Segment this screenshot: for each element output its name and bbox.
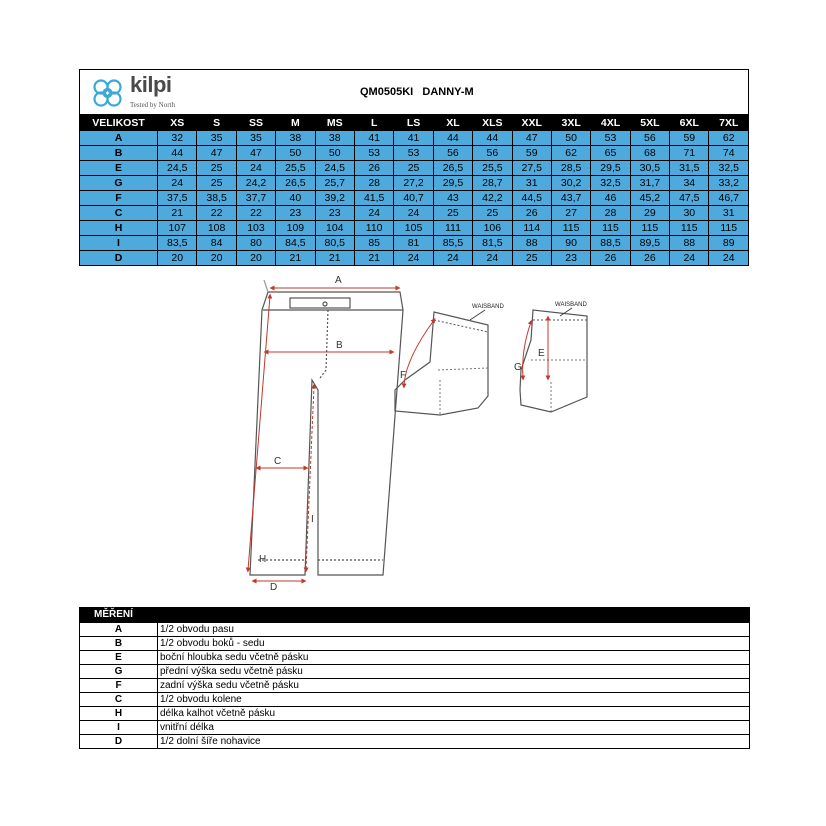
measurement-key: C [80,693,158,707]
size-value-cell: 20 [236,251,275,266]
size-value-cell: 28 [591,206,630,221]
size-value-cell: 40,7 [394,191,433,206]
label-e: E [538,348,545,359]
size-row [80,221,749,236]
size-value-cell: 74 [709,146,749,161]
size-row-key: I [80,236,158,251]
label-c: C [274,456,282,467]
size-value-cell: 24,5 [315,161,354,176]
size-value-cell: 41,5 [354,191,393,206]
measurement-header: MĚŘENÍ [80,608,158,623]
measurement-description: boční hloubka sedu včetně pásku [158,651,750,665]
size-value-cell: 43,7 [551,191,590,206]
size-value-cell: 24,2 [236,176,275,191]
size-value-cell: 81 [394,236,433,251]
size-value-cell: 20 [158,251,197,266]
size-value-cell: 38 [315,131,354,146]
size-value-cell: 42,2 [473,191,512,206]
size-value-cell: 50 [315,146,354,161]
measurement-description: přední výška sedu včetně pásku [158,665,750,679]
measurement-key: D [80,735,158,749]
size-row-key: H [80,221,158,236]
size-value-cell: 24 [236,161,275,176]
seat-detail-side [514,302,587,412]
size-value-cell: 33,2 [709,176,749,191]
size-value-cell: 65 [591,146,630,161]
size-value-cell: 108 [197,221,236,236]
size-value-cell: 44 [473,131,512,146]
size-value-cell: 103 [236,221,275,236]
size-value-cell: 25,5 [276,161,315,176]
size-value-cell: 41 [354,131,393,146]
size-value-cell: 29 [630,206,669,221]
size-row-key: G [80,176,158,191]
size-header-cell: XXL [512,116,551,131]
size-value-cell: 80,5 [315,236,354,251]
size-value-cell: 35 [197,131,236,146]
size-value-cell: 21 [276,251,315,266]
size-value-cell: 40 [276,191,315,206]
size-row [80,146,749,161]
measurement-row [80,707,750,721]
size-value-cell: 26 [354,161,393,176]
size-row [80,176,749,191]
measurement-row [80,721,750,735]
size-row [80,131,749,146]
measurement-row [80,679,750,693]
size-header-cell: XLS [473,116,512,131]
measurement-description: délka kalhot včetně pásku [158,707,750,721]
size-value-cell: 24 [670,251,709,266]
seat-detail-back [395,304,504,415]
size-value-cell: 88 [512,236,551,251]
waistband-label-1: WAISBAND [472,304,504,310]
size-value-cell: 25 [512,251,551,266]
size-value-cell: 115 [630,221,669,236]
size-row [80,161,749,176]
size-value-cell: 25 [394,161,433,176]
measurement-key: G [80,665,158,679]
size-value-cell: 85,5 [433,236,472,251]
size-value-cell: 53 [354,146,393,161]
size-row-key: F [80,191,158,206]
size-value-cell: 21 [315,251,354,266]
size-row [80,206,749,221]
measurement-row [80,693,750,707]
size-value-cell: 29,5 [433,176,472,191]
size-value-cell: 111 [433,221,472,236]
size-value-cell: 53 [591,131,630,146]
size-header-cell: 7XL [709,116,749,131]
size-value-cell: 114 [512,221,551,236]
size-value-cell: 25 [197,176,236,191]
size-row [80,251,749,266]
measurement-key: H [80,707,158,721]
size-value-cell: 26,5 [276,176,315,191]
size-value-cell: 85 [354,236,393,251]
label-d: D [270,582,278,593]
measurement-row [80,665,750,679]
label-a: A [335,275,342,286]
size-value-cell: 30,5 [630,161,669,176]
size-header-cell: MS [315,116,354,131]
size-value-cell: 50 [551,131,590,146]
size-table [79,115,749,266]
pants-measure-lines [248,288,398,581]
size-value-cell: 115 [591,221,630,236]
size-value-cell: 30 [670,206,709,221]
size-header-cell: L [354,116,393,131]
measurement-row [80,637,750,651]
size-value-cell: 27,2 [394,176,433,191]
size-row [80,191,749,206]
size-value-cell: 25 [433,206,472,221]
size-value-cell: 46 [591,191,630,206]
size-value-cell: 44 [433,131,472,146]
size-value-cell: 24 [433,251,472,266]
size-value-cell: 47 [197,146,236,161]
size-value-cell: 71 [670,146,709,161]
measurement-description: 1/2 obvodu boků - sedu [158,637,750,651]
size-value-cell: 104 [315,221,354,236]
size-value-cell: 23 [276,206,315,221]
kilpi-logo [88,74,218,112]
size-value-cell: 109 [276,221,315,236]
size-value-cell: 30,2 [551,176,590,191]
size-value-cell: 46,7 [709,191,749,206]
measurement-description: zadní výška sedu včetně pásku [158,679,750,693]
size-value-cell: 110 [354,221,393,236]
size-value-cell: 115 [670,221,709,236]
size-value-cell: 25 [473,206,512,221]
size-value-cell: 62 [709,131,749,146]
measurement-key: I [80,721,158,735]
size-value-cell: 26 [591,251,630,266]
size-value-cell: 90 [551,236,590,251]
size-value-cell: 24 [394,206,433,221]
size-value-cell: 83,5 [158,236,197,251]
size-value-cell: 21 [354,251,393,266]
size-table-body [80,131,749,266]
size-value-cell: 38 [276,131,315,146]
size-value-cell: 28,5 [551,161,590,176]
size-row-key: C [80,206,158,221]
measurement-header-blank [158,608,750,623]
knot-logo-icon [88,74,128,112]
size-value-cell: 39,2 [315,191,354,206]
measurement-key: B [80,637,158,651]
size-value-cell: 25 [197,161,236,176]
size-value-cell: 59 [512,146,551,161]
label-b: B [336,340,343,351]
size-value-cell: 24,5 [158,161,197,176]
pants-diagram-svg [0,270,826,595]
measurement-header-row [80,608,750,623]
size-value-cell: 84,5 [276,236,315,251]
size-value-cell: 44 [158,146,197,161]
size-value-cell: 89 [709,236,749,251]
size-value-cell: 31 [512,176,551,191]
size-row [80,236,749,251]
size-header-cell: 3XL [551,116,590,131]
size-header-row [80,116,749,131]
size-value-cell: 62 [551,146,590,161]
size-value-cell: 56 [473,146,512,161]
size-value-cell: 47 [236,146,275,161]
measurement-diagrams [0,270,826,595]
measurement-row [80,735,750,749]
measurement-row [80,651,750,665]
size-value-cell: 20 [197,251,236,266]
size-value-cell: 53 [394,146,433,161]
size-value-cell: 56 [630,131,669,146]
size-value-cell: 89,5 [630,236,669,251]
size-value-cell: 27,5 [512,161,551,176]
size-header-cell: 5XL [630,116,669,131]
size-header-cell: 6XL [670,116,709,131]
size-value-cell: 59 [670,131,709,146]
measurement-description: 1/2 dolní šíře nohavice [158,735,750,749]
size-value-cell: 21 [158,206,197,221]
size-value-cell: 56 [433,146,472,161]
size-row-key: A [80,131,158,146]
size-value-cell: 80 [236,236,275,251]
size-value-cell: 47,5 [670,191,709,206]
measurement-key: E [80,651,158,665]
size-value-cell: 88,5 [591,236,630,251]
size-value-cell: 25,5 [473,161,512,176]
size-header-cell: XS [158,116,197,131]
size-value-cell: 32,5 [591,176,630,191]
size-value-cell: 23 [315,206,354,221]
size-value-cell: 27 [551,206,590,221]
size-value-cell: 22 [197,206,236,221]
size-value-cell: 28,7 [473,176,512,191]
brand-tagline: Tested by North [130,101,176,109]
size-value-cell: 37,5 [158,191,197,206]
size-row-key: D [80,251,158,266]
size-value-cell: 22 [236,206,275,221]
size-header-cell: XL [433,116,472,131]
measurement-table [79,607,750,749]
size-value-cell: 47 [512,131,551,146]
size-value-cell: 44,5 [512,191,551,206]
size-value-cell: 106 [473,221,512,236]
product-name: DANNY-M [422,86,474,98]
size-value-cell: 84 [197,236,236,251]
size-value-cell: 34 [670,176,709,191]
size-header-cell: 4XL [591,116,630,131]
measurement-key: F [80,679,158,693]
size-value-cell: 115 [709,221,749,236]
size-value-cell: 81,5 [473,236,512,251]
size-value-cell: 38,5 [197,191,236,206]
size-value-cell: 31,5 [670,161,709,176]
size-value-cell: 88 [670,236,709,251]
size-value-cell: 32 [158,131,197,146]
size-value-cell: 68 [630,146,669,161]
size-value-cell: 45,2 [630,191,669,206]
measurement-description: vnitřní délka [158,721,750,735]
label-h: H [259,554,267,565]
size-value-cell: 31,7 [630,176,669,191]
size-value-cell: 24 [158,176,197,191]
size-value-cell: 24 [709,251,749,266]
size-header-cell: LS [394,116,433,131]
size-value-cell: 107 [158,221,197,236]
measurement-row [80,623,750,637]
size-value-cell: 43 [433,191,472,206]
waistband-label-2: WAISBAND [555,302,587,308]
size-value-cell: 23 [551,251,590,266]
size-value-cell: 25,7 [315,176,354,191]
size-corner-label: VELIKOST [80,116,158,131]
size-row-key: E [80,161,158,176]
measurement-table-body [80,623,750,749]
size-value-cell: 115 [551,221,590,236]
size-value-cell: 32,5 [709,161,749,176]
size-value-cell: 26 [512,206,551,221]
size-value-cell: 37,7 [236,191,275,206]
label-i: I [311,514,314,525]
size-value-cell: 24 [394,251,433,266]
size-value-cell: 41 [394,131,433,146]
pants-outline [250,280,403,575]
measurement-description: 1/2 obvodu pasu [158,623,750,637]
size-value-cell: 35 [236,131,275,146]
size-header-cell: M [276,116,315,131]
size-row-key: B [80,146,158,161]
size-header-cell: S [197,116,236,131]
size-value-cell: 105 [394,221,433,236]
size-value-cell: 31 [709,206,749,221]
header-bar [79,69,749,115]
label-g: G [514,362,522,373]
size-value-cell: 26,5 [433,161,472,176]
product-code: QM0505KI [360,86,414,98]
product-title [360,86,474,98]
size-value-cell: 26 [630,251,669,266]
measurement-key: A [80,623,158,637]
size-header-cell: SS [236,116,275,131]
label-f: F [400,370,407,381]
size-value-cell: 28 [354,176,393,191]
brand-name: kilpi [130,72,172,97]
size-value-cell: 50 [276,146,315,161]
measurement-description: 1/2 obvodu kolene [158,693,750,707]
size-value-cell: 24 [473,251,512,266]
size-value-cell: 24 [354,206,393,221]
size-value-cell: 29,5 [591,161,630,176]
